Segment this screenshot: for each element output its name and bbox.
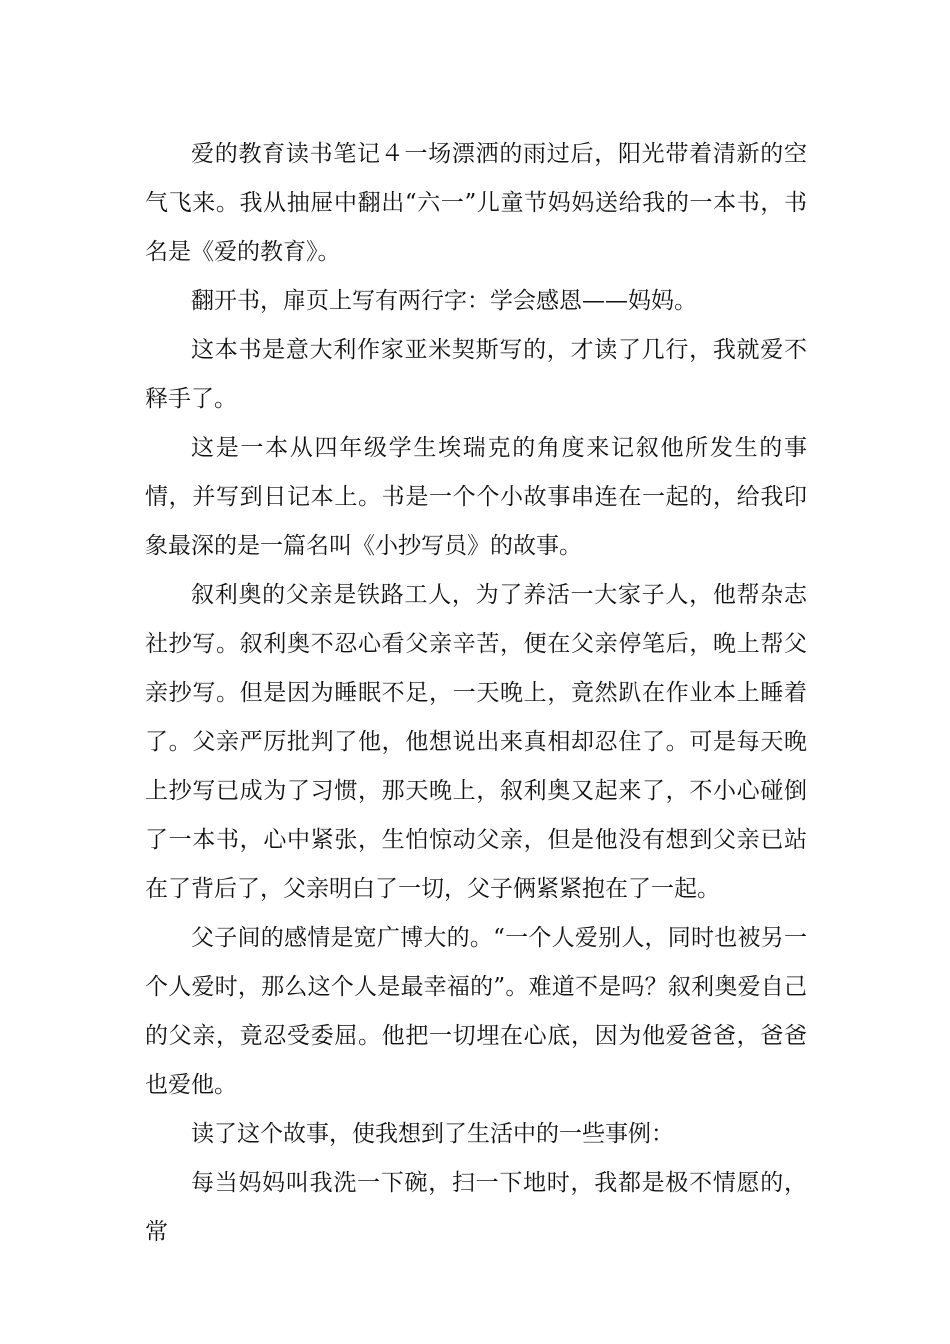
document-body (145, 130, 807, 1257)
paragraph-3: 这本书是意大利作家亚米契斯写的，才读了几行，我就爱不释手了。 (145, 337, 807, 412)
paragraph-7: 读了这个故事，使我想到了生活中的一些事例： (191, 1121, 674, 1147)
paragraph-8: 每当妈妈叫我洗一下碗，扫一下地时，我都是极不情愿的，常 (145, 1170, 807, 1245)
paragraph-1: 爱的教育读书笔记４一场漂洒的雨过后，阳光带着清新的空气飞来。我从抽屉中翻出“六一”儿童节妈妈送给我的一本书，书名是《爱的教育》。 (145, 141, 807, 265)
paragraph-4: 这是一本从四年级学生埃瑞克的角度来记叙他所发生的事情，并写到日记本上。书是一个个小故事串连在一起的，给我印象最深的是一篇名叫《小抄写员》的故事。 (145, 435, 807, 559)
paragraph-2: 翻开书，扉页上写有两行字：学会感恩——妈妈。 (191, 288, 697, 314)
paragraph-6: 父子间的感情是宽广博大的。“一个人爱别人，同时也被另一个人爱时，那么这个人是最幸福的”。难道不是吗？叙利奥爱自己的父亲，竟忍受委屈。他把一切埋在心底，因为他爱爸爸，爸爸也爱他。 (145, 925, 807, 1098)
paragraph-5: 叙利奥的父亲是铁路工人，为了养活一大家子人，他帮杂志社抄写。叙利奥不忍心看父亲辛苦，便在父亲停笔后，晚上帮父亲抄写。但是因为睡眠不足，一天晚上，竟然趴在作业本上睡着了。父亲严厉批判了他，他想说出来真相却忍住了。可是每天晚上抄写已成为了习惯，那天晚上，叙利奥又起来了，不小心碰倒了一本书，心中紧张，生怕惊动父亲，但是他没有想到父亲已站在了背后了，父亲明白了一切，父子俩紧紧抱在了一起。 (145, 582, 807, 902)
